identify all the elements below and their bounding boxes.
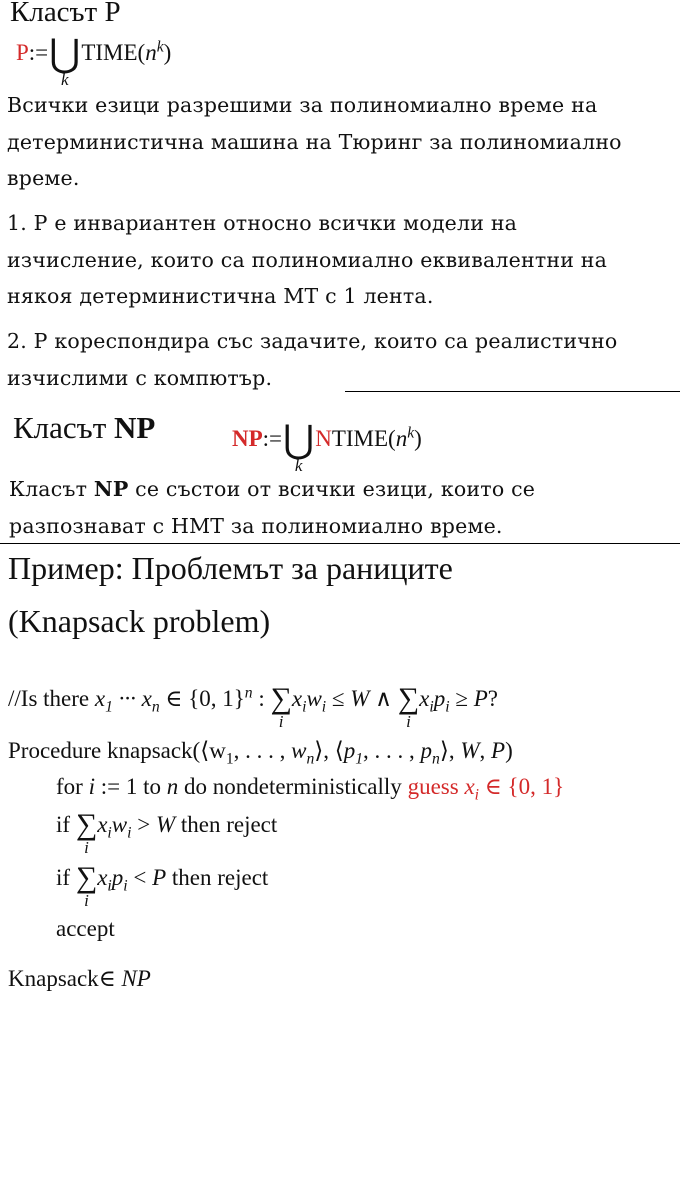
guess-clause [407, 774, 565, 804]
p-class-title: Класът P [10, 0, 121, 28]
for-loop-line [56, 774, 564, 805]
p-def-rhs: TIME( [81, 40, 146, 65]
np-def-assign: := [262, 426, 283, 451]
guess-set: ∈ {0, 1} [479, 774, 565, 799]
example-title-line2: (Knapsack problem) [8, 603, 271, 639]
np-def-lhs: NP [232, 426, 263, 451]
big-cup-icon: ⋃ [283, 417, 315, 461]
sum-symbol: ∑ i [397, 682, 420, 731]
np-desc-line-1 [9, 471, 535, 508]
knapsack-question: //Is there $x_1$ ··· $x_n$ ∈ {0, 1}$^n$ : ∑ i $x_iw_i \le W$ ∧ ∑ i $x_ip_i \ge P$? [8, 682, 498, 731]
np-description [9, 471, 535, 544]
conclusion-class: NP [121, 966, 151, 991]
np-def-rhs: TIME( [331, 426, 396, 451]
p-desc-line: Всички езици разрешими за полиномиално време на [7, 93, 598, 117]
p-item2-line: изчислими с компютър. [7, 365, 273, 390]
for-prefix: for [56, 774, 89, 799]
union-symbol [283, 417, 315, 475]
p-item1-line: изчисление, които са полиномиално еквивалентни на [7, 247, 608, 272]
big-cup-icon: ⋃ [49, 31, 81, 75]
math-expr: $x_1$ ··· $x_n$ [94, 686, 160, 716]
procedure-header: Procedure $knapsack(⟨w_1$, . . . , $w_n⟩$, $⟨p_1$, . . . , $p_n⟩$, W, P) [8, 738, 513, 768]
example-title-line1: Пример: Проблемът за раниците [8, 550, 453, 586]
np-class-title [13, 410, 155, 446]
section-divider-top [345, 391, 680, 392]
np-desc-bold: NP [93, 477, 129, 501]
section-divider-bottom [0, 543, 680, 544]
p-def-assign: := [28, 40, 49, 65]
np-def-close: ) [414, 426, 422, 451]
for-n: n [166, 774, 179, 799]
for-var: i [88, 774, 95, 799]
conclusion-line [8, 966, 151, 992]
sum-symbol: ∑ i [75, 808, 98, 857]
if2-then: then reject [166, 865, 269, 890]
for-mid: := 1 to [94, 774, 167, 799]
np-desc-line-2: разпознават с НМТ за полиномиално време. [9, 513, 503, 538]
np-def-k: k [407, 424, 415, 442]
np-title-prefix: Класът [13, 410, 114, 445]
p-item1-line: някоя детерминистична МТ с 1 лента. [7, 284, 434, 308]
np-def-n: n [395, 426, 408, 451]
conclusion-word: Knapsack [8, 966, 99, 991]
guess-var: x [464, 774, 475, 799]
sum-symbol: ∑ i [270, 682, 292, 731]
conclusion-rel: ∈ [98, 966, 122, 991]
union-index: k [294, 456, 303, 475]
p-item-2 [7, 323, 617, 396]
guess-sub: i [474, 786, 479, 804]
p-item2-line: 2. P кореспондира със задачите, които са реалистично [7, 329, 618, 353]
p-class-definition [16, 31, 172, 89]
p-item-1 [7, 205, 607, 315]
sum-symbol: ∑ i [75, 861, 98, 910]
np-class-definition [232, 417, 422, 475]
np-desc-prefix: Класът [9, 477, 94, 501]
p-desc-line: детерминистична машина на Тюринг за полиномиално [7, 129, 622, 154]
p-def-close: ) [163, 40, 172, 65]
p-item1-line: 1. P е инвариантен относно всички модели на [7, 211, 518, 235]
union-symbol [49, 31, 81, 89]
comment-prefix: //Is there [8, 686, 95, 711]
procedure-name: Procedure knapsack(⟨w [8, 738, 226, 763]
p-description [7, 87, 622, 197]
p-def-k: k [156, 38, 164, 56]
for-do: do nondeterministically [178, 774, 408, 799]
if1-then: then reject [175, 812, 278, 837]
np-title-bold: NP [114, 410, 156, 445]
if-weight-line: if ∑ i $x_iw_i > W$ then reject [56, 808, 278, 857]
guess-word: guess [407, 774, 465, 799]
accept-line: accept [56, 916, 115, 941]
if-profit-line: if ∑ i $x_ip_i < P$ then reject [56, 861, 269, 910]
union-index: k [60, 70, 69, 89]
p-def-n: n [145, 40, 157, 65]
np-def-n-red: N [315, 426, 332, 451]
p-desc-line: време. [7, 166, 80, 190]
np-desc-rest: се състои от всички езици, които се [128, 477, 536, 501]
p-def-lhs: P [16, 40, 29, 65]
